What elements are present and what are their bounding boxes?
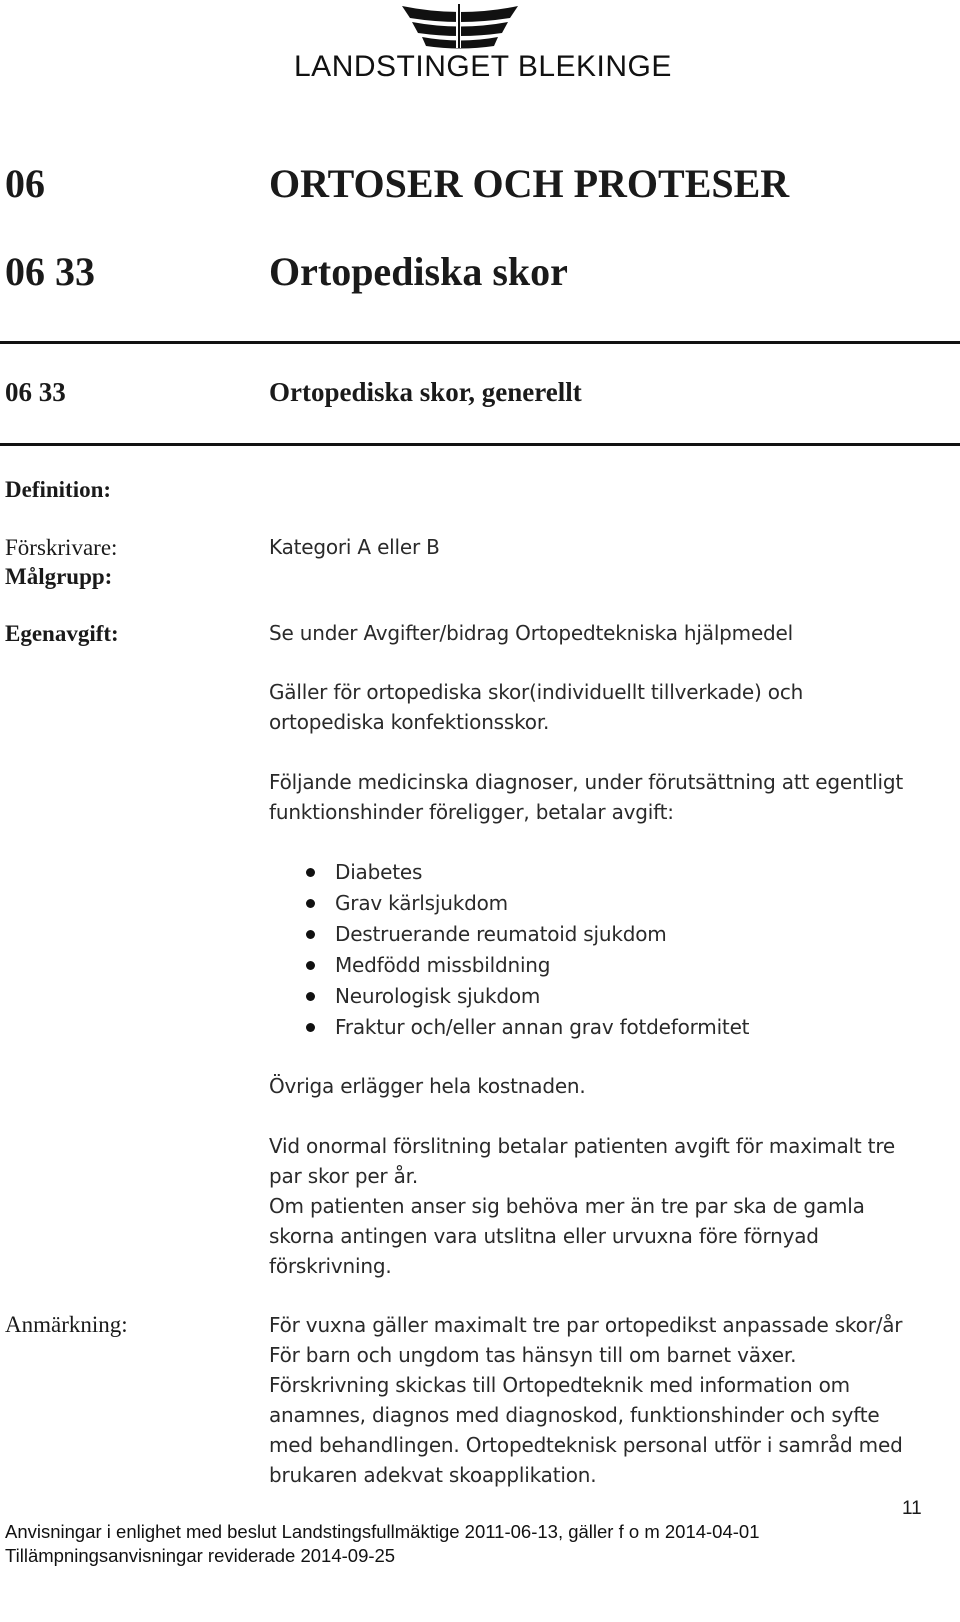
group-code: 06 33 — [5, 377, 66, 407]
list-item: Destruerande reumatoid sjukdom — [335, 922, 667, 946]
logo — [0, 0, 960, 100]
egenavgift-value: Se under Avgifter/bidrag Ortopedtekniska hjälpmedel — [269, 621, 794, 645]
forskrivare-label: Förskrivare: — [5, 535, 118, 560]
paragraph-line: För vuxna gäller maximalt tre par ortopedikst anpassade skor/år — [269, 1313, 903, 1337]
footer-line: Anvisningar i enlighet med beslut Landstingsfullmäktige 2011-06-13, gäller f o m 2014-04-01 — [5, 1521, 760, 1542]
subsection-code: 06 33 — [5, 249, 95, 294]
paragraph-line: funktionshinder föreligger, betalar avgift: — [269, 800, 674, 824]
bullet-icon — [306, 930, 315, 939]
divider — [0, 443, 960, 446]
paragraph-line: Förskrivning skickas till Ortopedteknik med information om — [269, 1373, 850, 1397]
list-item: Grav kärlsjukdom — [335, 891, 508, 915]
bullet-icon — [306, 961, 315, 970]
divider — [0, 341, 960, 344]
bullet-icon — [306, 868, 315, 877]
definition-label: Definition: — [5, 477, 112, 502]
anmarkning-label: Anmärkning: — [5, 1312, 128, 1337]
section-code: 06 — [5, 161, 45, 206]
paragraph-line: skorna antingen vara utslitna eller urvuxna före förnyad — [269, 1224, 819, 1248]
ship-emblem-icon — [398, 2, 522, 52]
group-title: Ortopediska skor, generellt — [269, 377, 582, 407]
paragraph-line: ortopediska konfektionsskor. — [269, 710, 550, 734]
paragraph-line: med behandlingen. Ortopedteknisk personal utför i samråd med — [269, 1433, 903, 1457]
paragraph-line: Gäller för ortopediska skor(individuellt tillverkade) och — [269, 680, 804, 704]
paragraph-line: Följande medicinska diagnoser, under förutsättning att egentligt — [269, 770, 903, 794]
bullet-icon — [306, 899, 315, 908]
paragraph-line: Övriga erlägger hela kostnaden. — [269, 1074, 586, 1098]
paragraph-line: brukaren adekvat skoapplikation. — [269, 1463, 597, 1487]
list-item: Medfödd missbildning — [335, 953, 551, 977]
footer-line: Tillämpningsanvisningar reviderade 2014-09-25 — [5, 1545, 396, 1566]
paragraph-line: förskrivning. — [269, 1254, 392, 1278]
bullet-icon — [306, 1023, 315, 1032]
list-item: Diabetes — [335, 860, 423, 884]
page-number: 11 — [902, 1498, 922, 1519]
malgrupp-label: Målgrupp: — [5, 564, 113, 589]
forskrivare-value: Kategori A eller B — [269, 535, 440, 559]
paragraph-line: anamnes, diagnos med diagnoskod, funktionshinder och syfte — [269, 1403, 880, 1427]
egenavgift-label: Egenavgift: — [5, 621, 119, 646]
paragraph-line: Vid onormal förslitning betalar patienten avgift för maximalt tre — [269, 1134, 896, 1158]
paragraph-line: Om patienten anser sig behöva mer än tre par ska de gamla — [269, 1194, 865, 1218]
organization-name: LANDSTINGET BLEKINGE — [294, 50, 672, 83]
bullet-icon — [306, 992, 315, 1001]
paragraph-line: För barn och ungdom tas hänsyn till om barnet växer. — [269, 1343, 797, 1367]
subsection-title: Ortopediska skor — [269, 249, 568, 294]
list-item: Neurologisk sjukdom — [335, 984, 541, 1008]
section-title: ORTOSER OCH PROTESER — [269, 161, 790, 206]
paragraph-line: par skor per år. — [269, 1164, 419, 1188]
list-item: Fraktur och/eller annan grav fotdeformitet — [335, 1015, 750, 1039]
